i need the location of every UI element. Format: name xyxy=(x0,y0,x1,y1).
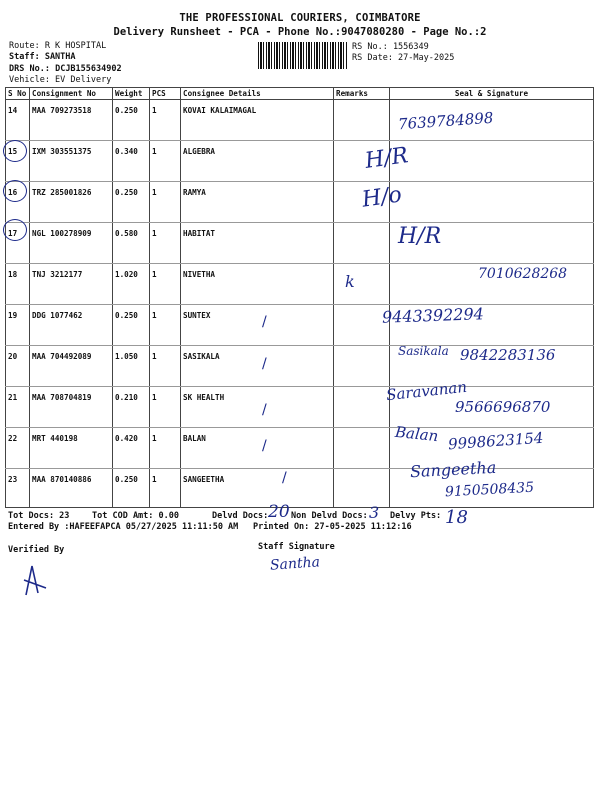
signature-row-20-name: Sasikala xyxy=(398,344,449,358)
signature-row-22-name: Balan xyxy=(394,422,440,446)
staff-signature-label: Staff Signature xyxy=(258,542,335,552)
non-delivered-docs-label: Non Delvd Docs: xyxy=(291,511,368,521)
col-consignment: Consignment No xyxy=(30,88,113,100)
rs-date: RS Date: 27-May-2025 xyxy=(352,53,455,63)
table-row: 14 MAA 709273518 0.250 1 KOVAI KALAIMAGAL xyxy=(6,100,594,141)
col-seal-signature: Seal & Signature xyxy=(390,88,594,100)
ink-circle-16 xyxy=(3,180,27,202)
signature-row-15: H/R xyxy=(363,143,410,174)
table-row: 15 IXM 303551375 0.340 1 ALGEBRA xyxy=(6,141,594,182)
ink-circle-15 xyxy=(3,140,27,162)
verified-by-label: Verified By xyxy=(8,545,65,555)
signature-row-20: 9842283136 xyxy=(460,346,556,364)
staff-label: Staff: SANTHA xyxy=(9,52,76,62)
entered-by: Entered By :HAFEEFAPCA 05/27/2025 11:11:50 AM xyxy=(8,522,239,532)
pen-tick: / xyxy=(262,314,267,330)
total-cod-amount: Tot COD Amt: 0.00 xyxy=(92,511,179,521)
pen-tick: / xyxy=(262,356,267,372)
pen-tick: / xyxy=(282,470,287,486)
signature-row-16: H/o xyxy=(360,182,404,213)
signature-row-21-name: Saravanan xyxy=(385,377,468,405)
table-row: 22 MRT 440198 0.420 1 BALAN xyxy=(6,428,594,469)
company-title: THE PROFESSIONAL COURIERS, COIMBATORE xyxy=(179,12,421,24)
delivered-docs-label: Delvd Docs: xyxy=(212,511,269,521)
signature-row-14: 7639784898 xyxy=(397,108,494,134)
route-label: Route: R K HOSPITAL xyxy=(9,41,107,51)
delivery-points-label: Delvy Pts: xyxy=(390,511,442,521)
signature-row-23-name: Sangeetha xyxy=(409,457,497,482)
pen-tick: / xyxy=(262,402,267,418)
delivered-docs-count: 20 xyxy=(268,502,290,522)
verifier-signature-mark xyxy=(22,562,52,598)
pen-tick: / xyxy=(262,438,267,454)
col-consignee: Consignee Details xyxy=(181,88,334,100)
table-row: 17 NGL 100278909 0.580 1 HABITAT xyxy=(6,223,594,264)
runsheet-title: Delivery Runsheet - PCA - Phone No.:9047080280 - Page No.:2 xyxy=(113,26,487,38)
total-docs: Tot Docs: 23 xyxy=(8,511,70,521)
col-weight: Weight xyxy=(113,88,150,100)
table-row: 19 DDG 1077462 0.250 1 SUNTEX xyxy=(6,305,594,346)
signature-row-19: 9443392294 xyxy=(381,304,485,327)
signature-row-23: 9150508435 xyxy=(444,479,535,501)
signature-row-17: H/R xyxy=(398,224,442,249)
table-row: 20 MAA 704492089 1.050 1 SASIKALA xyxy=(6,346,594,387)
table-row: 18 TNJ 3212177 1.020 1 NIVETHA xyxy=(6,264,594,305)
mark-row-18: k xyxy=(345,272,355,291)
table-row: 23 MAA 870140886 0.250 1 SANGEETHA xyxy=(6,469,594,508)
col-pcs: PCS xyxy=(150,88,181,100)
vehicle-label: Vehicle: EV Delivery xyxy=(9,75,112,85)
printed-on: Printed On: 27-05-2025 11:12:16 xyxy=(253,522,412,532)
table-row: 16 TRZ 285001826 0.250 1 RAMYA xyxy=(6,182,594,223)
delivery-points-value: 18 xyxy=(445,507,468,528)
drs-number: DRS No.: DCJB155634902 xyxy=(9,64,122,74)
table-row: 21 MAA 708704819 0.210 1 SK HEALTH xyxy=(6,387,594,428)
col-remarks: Remarks xyxy=(334,88,390,100)
col-sno: S No xyxy=(6,88,30,100)
barcode-image xyxy=(258,42,348,69)
rs-number: RS No.: 1556349 xyxy=(352,42,429,52)
ink-circle-17 xyxy=(3,219,27,241)
signature-row-21: 9566696870 xyxy=(455,398,551,416)
table-header-row xyxy=(6,88,594,100)
signature-row-22: 9998623154 xyxy=(447,428,544,454)
staff-signature: Santha xyxy=(269,554,321,574)
signature-row-18: 7010628268 xyxy=(478,266,568,282)
non-delivered-docs-count: 3 xyxy=(369,503,380,522)
